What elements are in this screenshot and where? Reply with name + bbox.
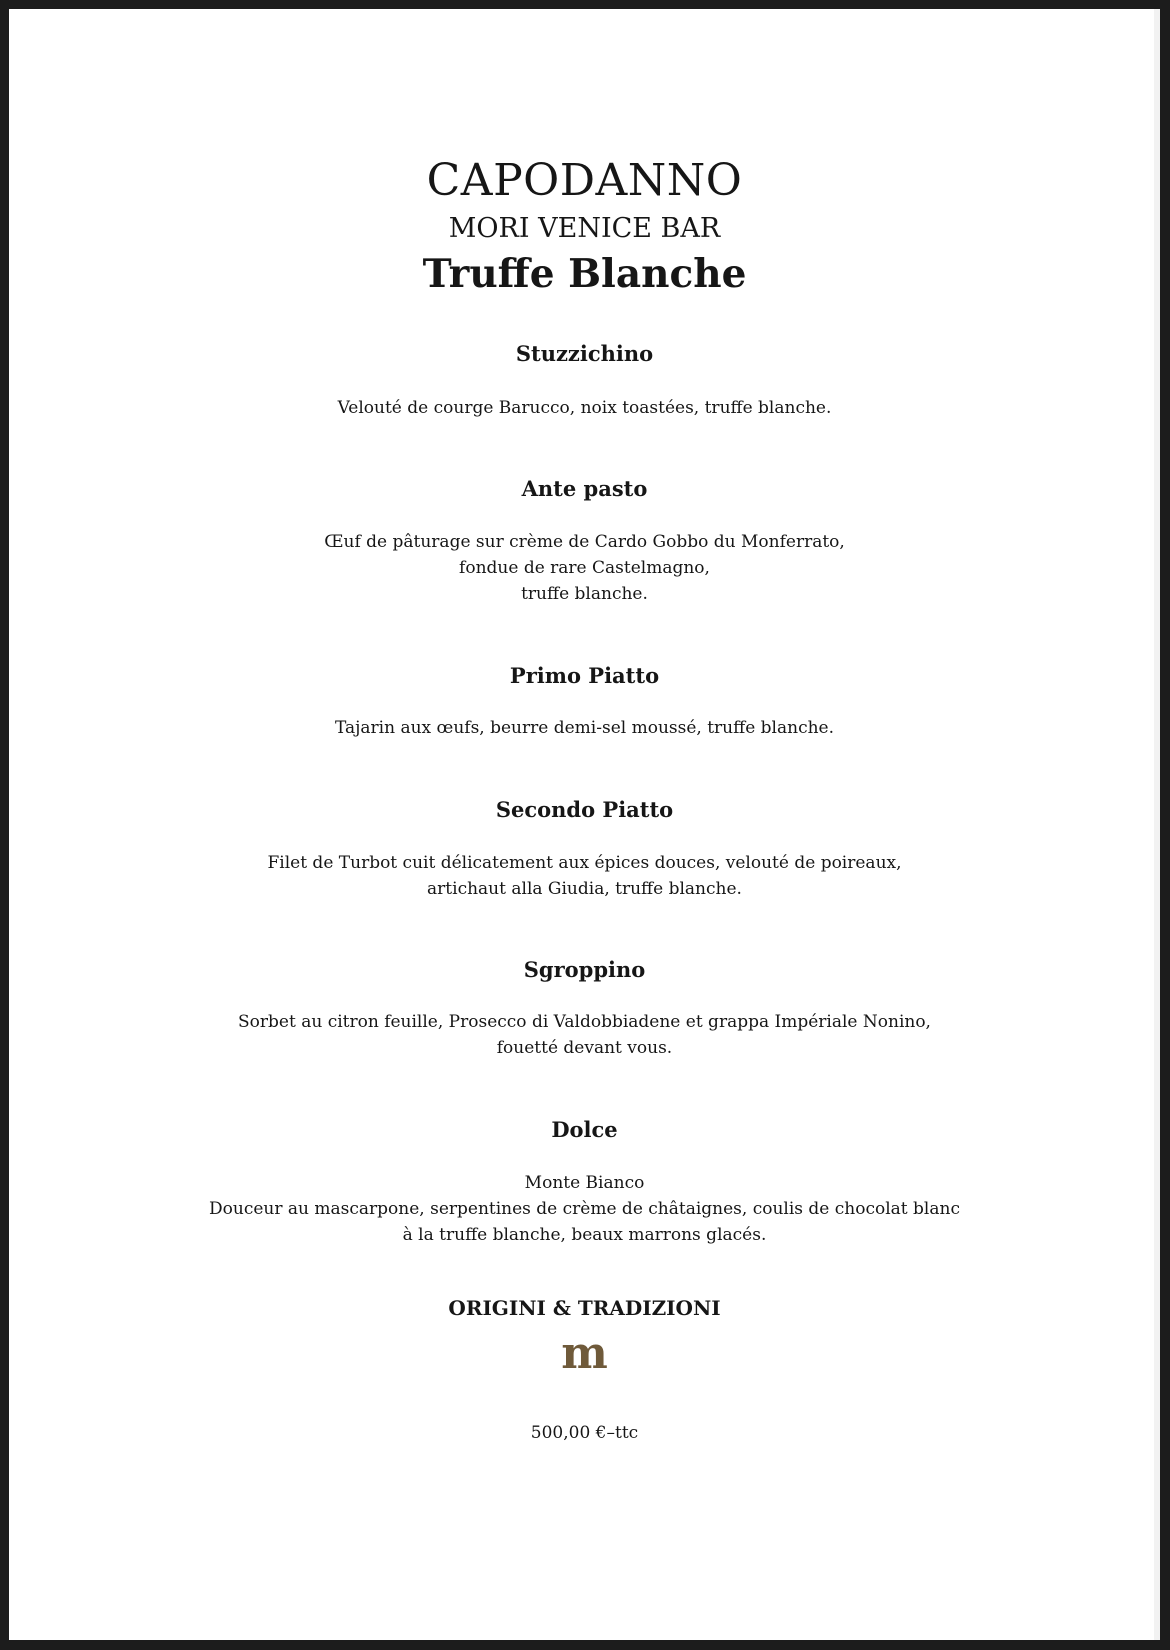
menu-price: 500,00 €–ttc: [530, 1423, 639, 1443]
dish-line: Œuf de pâturage sur crème de Cardo Gobbo du Monferrato,: [324, 532, 845, 552]
menu-title: CAPODANNO: [426, 155, 743, 206]
dish-line: fouetté devant vous.: [496, 1038, 673, 1058]
course-description-dolce: [9, 1170, 1160, 1248]
dish-line: Tajarin aux œufs, beurre demi-sel moussé, truffe blanche.: [334, 718, 835, 738]
course-description-primo-piatto: [9, 715, 1160, 741]
course-heading-secondo-piatto: Secondo Piatto: [495, 797, 674, 822]
dish-line: Monte Bianco: [524, 1173, 645, 1193]
dish-line: artichaut alla Giudia, truffe blanche.: [427, 879, 742, 899]
dish-line: fondue de rare Castelmagno,: [459, 558, 710, 578]
course-heading-primo-piatto: Primo Piatto: [509, 663, 660, 688]
mori-logo: m: [561, 1328, 608, 1379]
dish-line: Velouté de courge Barucco, noix toastées, truffe blanche.: [337, 398, 832, 418]
dish-line: à la truffe blanche, beaux marrons glacés.: [402, 1225, 767, 1245]
dish-line: truffe blanche.: [521, 584, 648, 604]
origins-heading: ORIGINI & TRADIZIONI: [448, 1296, 721, 1320]
course-heading-dolce: Dolce: [551, 1117, 618, 1142]
dish-line: Douceur au mascarpone, serpentines de crème de châtaignes, coulis de chocolat blanc: [209, 1199, 960, 1219]
course-description-ante-pasto: [9, 529, 1160, 607]
dish-line: Sorbet au citron feuille, Prosecco di Valdobbiadene et grappa Impériale Nonino,: [238, 1012, 931, 1032]
course-description-stuzzichino: [9, 395, 1160, 421]
menu-name: Truffe Blanche: [422, 251, 747, 297]
course-heading-sgroppino: Sgroppino: [523, 957, 646, 982]
course-heading-ante-pasto: Ante pasto: [521, 476, 648, 501]
course-description-sgroppino: [9, 1009, 1160, 1061]
menu-page: [9, 9, 1160, 1640]
course-description-secondo-piatto: [9, 850, 1160, 902]
venue-name: MORI VENICE BAR: [448, 213, 721, 244]
course-heading-stuzzichino: Stuzzichino: [515, 341, 654, 366]
dish-line: Filet de Turbot cuit délicatement aux épices douces, velouté de poireaux,: [267, 853, 902, 873]
